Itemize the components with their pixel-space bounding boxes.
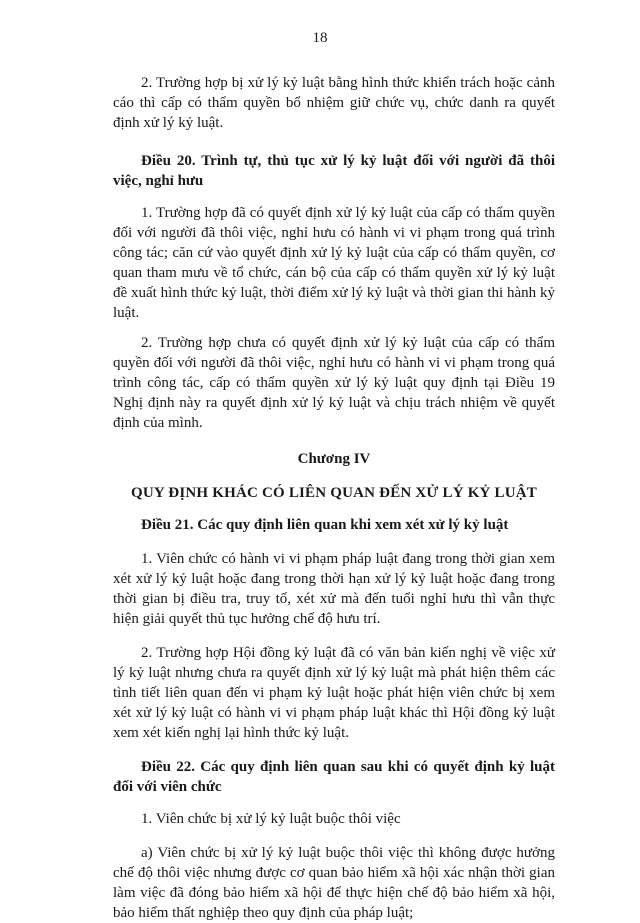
paragraph: a) Viên chức bị xử lý kỷ luật buộc thôi việc thì không được hưởng chế độ thôi việc nhưng được cơ quan bảo hiểm xã hội xác nhận thời gian làm việc đã đóng bảo hiểm xã hội để thực hiện chế độ bảo hiểm xã hội, bảo hiểm thất nghiệp theo quy định của pháp luật;	[113, 845, 555, 921]
paragraph: 1. Viên chức bị xử lý kỷ luật buộc thôi việc	[141, 811, 401, 827]
article-heading: Điều 22. Các quy định liên quan sau khi có quyết định kỷ luật đối với viên chức	[113, 759, 555, 795]
page-number: 18	[312, 30, 328, 46]
article-heading: Điều 21. Các quy định liên quan khi xem xét xử lý kỷ luật	[141, 517, 509, 533]
chapter-number: Chương IV	[297, 451, 371, 467]
paragraph: 2. Trường hợp bị xử lý kỷ luật bằng hình thức khiển trách hoặc cảnh cáo thì cấp có thẩm quyền bổ nhiệm giữ chức vụ, chức danh ra quyết định xử lý kỷ luật.	[113, 75, 555, 131]
document-body	[113, 73, 555, 923]
paragraph: 2. Trường hợp Hội đồng kỷ luật đã có văn bản kiến nghị về việc xử lý kỷ luật nhưng chưa ra quyết định xử lý kỷ luật mà phát hiện thêm các tình tiết liên quan đến vi phạm kỷ luật hoặc phát hiện viên chức bị xem xét xử lý kỷ luật có hành vi vi phạm pháp luật khác thì Hội đồng kỷ luật xem xét kiến nghị lại hình thức kỷ luật.	[113, 645, 555, 741]
paragraph: 1. Viên chức có hành vi vi phạm pháp luật đang trong thời gian xem xét xử lý kỷ luật hoặc đang trong thời hạn xử lý kỷ luật hoặc đang trong thời gian bị điều tra, truy tố, xét xử mà đến tuổi nghỉ hưu thì vẫn thực hiện giải quyết thủ tục hưởng chế độ hưu trí.	[113, 551, 555, 627]
chapter-title: QUY ĐỊNH KHÁC CÓ LIÊN QUAN ĐẾN XỬ LÝ KỶ LUẬT	[130, 485, 538, 501]
paragraph: 2. Trường hợp chưa có quyết định xử lý kỷ luật của cấp có thẩm quyền đối với người đã thôi việc, nghỉ hưu có hành vi vi phạm trong quá trình công tác, cấp có thẩm quyền xử lý kỷ luật quy định tại Điều 19 Nghị định này ra quyết định xử lý kỷ luật và chịu trách nhiệm về quyết định của mình.	[113, 335, 555, 431]
article-heading: Điều 20. Trình tự, thủ tục xử lý kỷ luật đối với người đã thôi việc, nghỉ hưu	[113, 153, 555, 189]
paragraph: 1. Trường hợp đã có quyết định xử lý kỷ luật của cấp có thẩm quyền đối với người đã thôi việc, nghỉ hưu có hành vi vi phạm trong quá trình công tác; căn cứ vào quyết định xử lý kỷ luật của cấp có thẩm quyền, cơ quan tham mưu về tổ chức, cán bộ của cấp có thẩm quyền xử lý kỷ luật đề xuất hình thức kỷ luật, thời điểm xử lý kỷ luật và thời gian thi hành kỷ luật.	[113, 205, 555, 321]
